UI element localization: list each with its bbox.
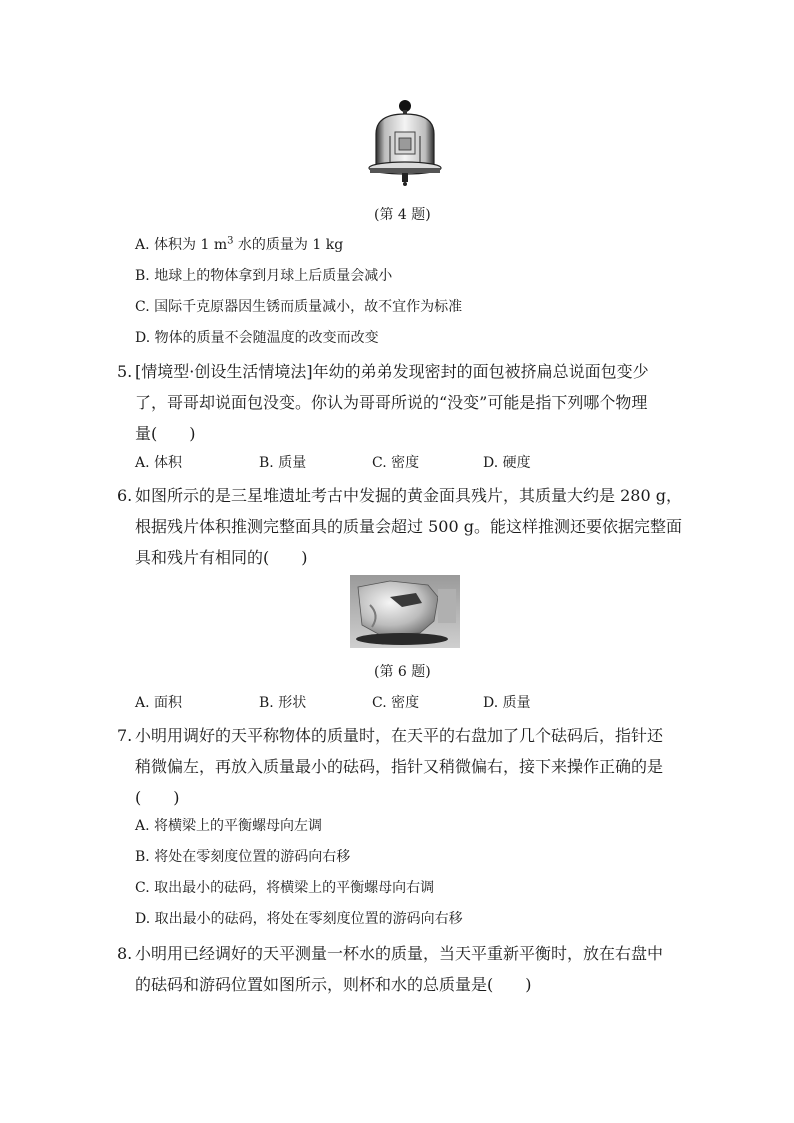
figure-caption-q6: (第 6 题) — [374, 664, 431, 680]
q8-line-2: 的砝码和游码位置如图所示，则杯和水的总质量是( ) — [135, 975, 532, 994]
q8-line-1: 小明用已经调好的天平测量一杯水的质量，当天平重新平衡时，放在右盘中 — [135, 944, 664, 963]
q4-option-a-suffix: 水的质量为 1 kg — [233, 237, 344, 253]
q6-option-c: C. 密度 — [372, 695, 420, 711]
q6-line-1: 如图所示的是三星堆遗址考古中发掘的黄金面具残片，其质量大约是 280 g， — [135, 486, 682, 505]
gold-mask-fragment-image — [350, 575, 460, 648]
q5-option-a: A. 体积 — [135, 455, 183, 471]
q5-line-3: 量( ) — [135, 424, 196, 443]
q5-line-2: 了，哥哥却说面包没变。你认为哥哥所说的“没变”可能是指下列哪个物理 — [135, 393, 648, 412]
q7-line-3: ( ) — [135, 788, 180, 807]
q6-option-a: A. 面积 — [135, 695, 183, 711]
figure-caption-q4: (第 4 题) — [374, 207, 431, 223]
q7-option-b: B. 将处在零刻度位置的游码向右移 — [135, 849, 351, 865]
q7-option-a: A. 将横梁上的平衡螺母向左调 — [135, 818, 323, 834]
q5-option-b: B. 质量 — [259, 455, 307, 471]
q4-option-a — [135, 234, 343, 254]
q7-option-d: D. 取出最小的砝码，将处在零刻度位置的游码向右移 — [135, 911, 463, 927]
kilogram-prototype-image — [366, 96, 446, 192]
q4-option-a-sup: 3 — [227, 235, 234, 247]
q7-line-2: 稍微偏左，再放入质量最小的砝码，指针又稍微偏右，接下来操作正确的是 — [135, 757, 664, 776]
q5-option-d: D. 硬度 — [483, 455, 531, 471]
q6-option-b: B. 形状 — [259, 695, 307, 711]
q5-option-c: C. 密度 — [372, 455, 420, 471]
q7-number: 7. — [117, 726, 133, 745]
q4-option-c: C. 国际千克原器因生锈而质量减小，故不宜作为标准 — [135, 299, 463, 315]
q4-option-d: D. 物体的质量不会随温度的改变而改变 — [135, 330, 379, 346]
q6-line-2: 根据残片体积推测完整面具的质量会超过 500 g。能这样推测还要依据完整面 — [135, 517, 682, 536]
q6-line-3: 具和残片有相同的( ) — [135, 548, 308, 567]
q4-option-a-prefix: A. 体积为 1 m — [135, 237, 228, 253]
q6-number: 6. — [117, 486, 133, 505]
q5-line-1: [情境型·创设生活情境法]年幼的弟弟发现密封的面包被挤扁总说面包变少 — [135, 362, 649, 381]
q6-option-d: D. 质量 — [483, 695, 531, 711]
q8-number: 8. — [117, 944, 133, 963]
q7-option-c: C. 取出最小的砝码，将横梁上的平衡螺母向右调 — [135, 880, 435, 896]
q7-line-1: 小明用调好的天平称物体的质量时，在天平的右盘加了几个砝码后，指针还 — [135, 726, 664, 745]
q5-number: 5. — [117, 362, 133, 381]
q4-option-b: B. 地球上的物体拿到月球上后质量会减小 — [135, 268, 393, 284]
